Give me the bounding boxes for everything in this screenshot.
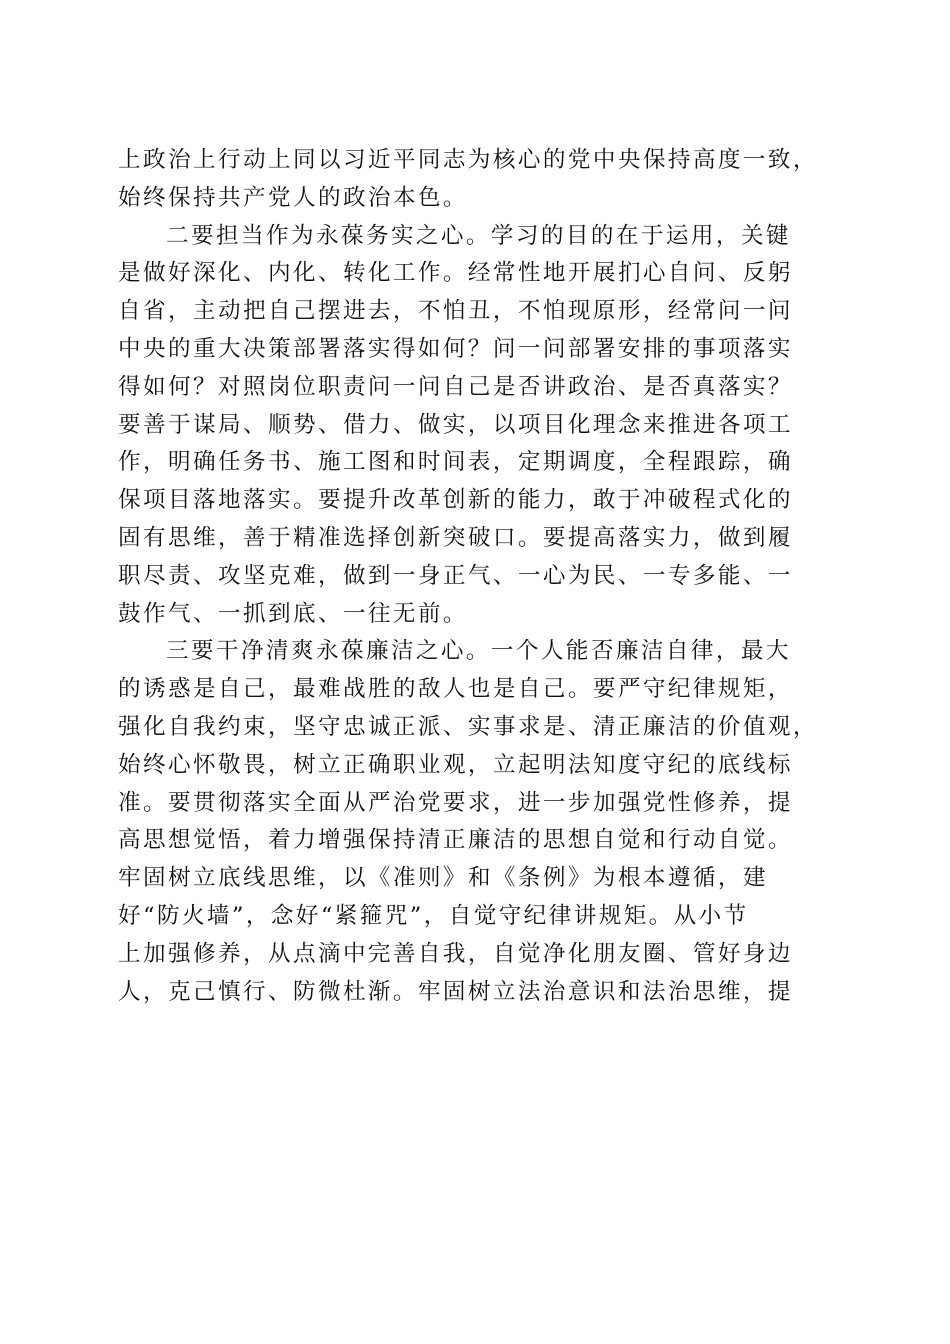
text-line: 的诱惑是自己，最难战胜的敌人也是自己。要严守纪律规矩， xyxy=(118,676,793,703)
text-line: 上政治上行动上同以习近平同志为核心的党中央保持高度一致， xyxy=(118,147,818,173)
text-line: 鼓作气、一抓到底、一往无前。 xyxy=(118,600,468,627)
text-line: 保项目落地落实。要提升改革创新的能力，敢于冲破程式化的 xyxy=(118,487,793,514)
text-line: 中央的重大决策部署落实得如何？问一问部署安排的事项落实 xyxy=(118,335,793,362)
text-line: 好“防火墙”，念好“紧箍咒”，自觉守纪律讲规矩。从小节 xyxy=(118,902,749,929)
text-line: 是做好深化、内化、转化工作。经常性地开展扪心自问、反躬 xyxy=(118,260,793,287)
text-line: 始终心怀敬畏，树立正确职业观，立起明法知度守纪的底线标 xyxy=(118,751,793,778)
text-line: 要善于谋局、顺势、借力、做实，以项目化理念来推进各项工 xyxy=(118,411,793,438)
text-line: 牢固树立底线思维，以《准则》和《条例》为根本遵循，建 xyxy=(118,865,768,892)
text-line: 作，明确任务书、施工图和时间表，定期调度，全程跟踪，确 xyxy=(118,449,793,476)
text-line: 强化自我约束，坚守忠诚正派、实事求是、清正廉洁的价值观， xyxy=(118,713,818,740)
text-line: 人，克己慎行、防微杜渐。牢固树立法治意识和法治思维，提 xyxy=(118,978,793,1005)
text-line: 得如何？对照岗位职责问一问自己是否讲政治、是否真落实？ xyxy=(118,373,793,400)
text-line: 职尽责、攻坚克难，做到一身正气、一心为民、一专多能、一 xyxy=(118,562,793,589)
text-line: 高思想觉悟，着力增强保持清正廉洁的思想自觉和行动自觉。 xyxy=(118,827,793,854)
paragraph-start-line: 二要担当作为永葆务实之心。学习的目的在于运用，关键 xyxy=(166,222,791,249)
text-line: 自省，主动把自己摆进去，不怕丑，不怕现原形，经常问一问 xyxy=(118,298,793,325)
text-line: 上加强修养，从点滴中完善自我，自觉净化朋友圈、管好身边 xyxy=(118,940,793,967)
paragraph-start-line: 三要干净清爽永葆廉洁之心。一个人能否廉洁自律，最大 xyxy=(166,638,791,665)
text-line: 始终保持共产党人的政治本色。 xyxy=(118,184,468,211)
text-line: 准。要贯彻落实全面从严治党要求，进一步加强党性修养，提 xyxy=(118,789,793,816)
body-text xyxy=(118,142,828,1011)
text-line: 固有思维，善于精准选择创新突破口。要提高落实力，做到履 xyxy=(118,524,793,551)
